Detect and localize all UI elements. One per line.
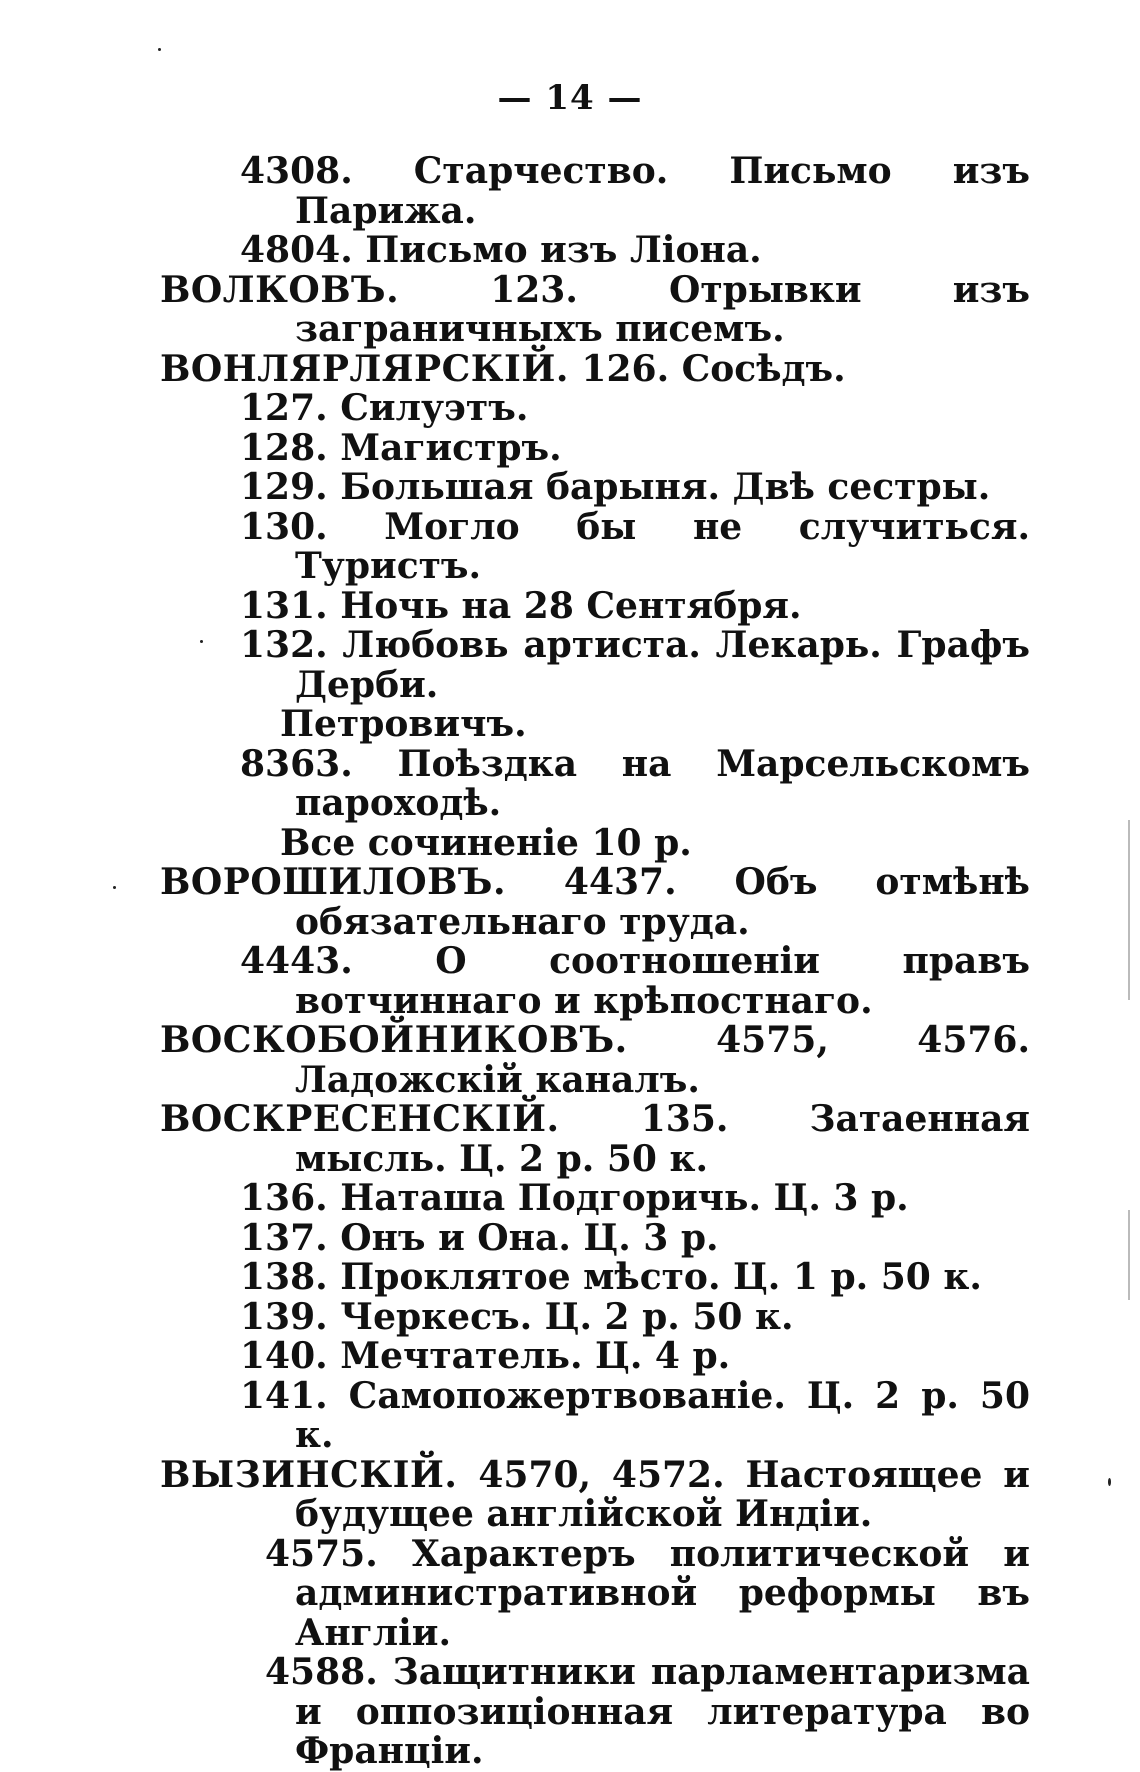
author-name: ВОРОШИЛОВЪ. xyxy=(160,861,506,903)
list-item: 128. Магистръ. xyxy=(240,426,562,469)
author-name: ВОНЛЯРЛЯРСКІЙ. xyxy=(160,347,569,390)
list-item: 8363. Поѣздка на Марсельскомъ пароходѣ. xyxy=(240,742,1030,824)
list-item: 4575. Характеръ политической и административной реформы въ Англіи. xyxy=(265,1532,1030,1654)
list-item-continuation: Петровичъ. xyxy=(280,703,527,745)
author-entry: ВЫЗИНСКІЙ. 4570, 4572. Настоящее и будущее англійской Индіи. xyxy=(160,1453,1030,1535)
author-entry: ВОСКОБОЙНИКОВЪ. 4575, 4576. Ладожскій каналъ. xyxy=(160,1019,1030,1101)
list-item: 136. Наташа Подгоричь. Ц. 3 р. xyxy=(240,1177,909,1219)
author-name: ВЫЗИНСКІЙ. xyxy=(160,1453,458,1496)
print-speck xyxy=(158,48,161,51)
author-name: ВОСКОБОЙНИКОВЪ. xyxy=(160,1019,628,1061)
print-speck xyxy=(113,886,116,889)
list-item: 4804. Письмо изъ Ліона. xyxy=(240,229,762,271)
catalog-entries xyxy=(160,152,1030,1772)
list-item: 141. Самопожертвованіе. Ц. 2 р. 50 к. xyxy=(240,1374,1030,1456)
list-item: 130. Могло бы не случиться. Туристъ. xyxy=(240,505,1030,587)
page-edge-mark xyxy=(1128,820,1130,1000)
list-item: 140. Мечтатель. Ц. 4 р. xyxy=(240,1335,731,1377)
author-entry: ВОНЛЯРЛЯРСКІЙ. 126. Сосѣдъ. xyxy=(160,347,846,390)
page-number: — 14 — xyxy=(497,78,643,118)
print-speck xyxy=(200,640,203,643)
list-item: 127. Силуэтъ. xyxy=(240,387,529,429)
list-item: 131. Ночь на 28 Сентября. xyxy=(240,584,802,627)
list-item: 132. Любовь артиста. Лекарь. Графъ Дерби. xyxy=(240,624,1030,706)
author-entry: ВОСКРЕСЕНСКІЙ. 135. Затаенная мысль. Ц. 2 р. 50 к. xyxy=(160,1098,1030,1180)
list-item: 139. Черкесъ. Ц. 2 р. 50 к. xyxy=(240,1295,794,1338)
list-item: 129. Большая барыня. Двѣ сестры. xyxy=(240,466,991,508)
author-entry: ВОРОШИЛОВЪ. 4437. Объ отмѣнѣ обязательнаго труда. xyxy=(160,861,1030,943)
list-item: 138. Проклятое мѣсто. Ц. 1 р. 50 к. xyxy=(240,1256,982,1298)
list-item: 137. Онъ и Она. Ц. 3 р. xyxy=(240,1216,719,1259)
list-item-continuation: Все сочиненіе 10 р. xyxy=(280,821,692,864)
author-name: ВОЛКОВЪ. xyxy=(160,268,400,311)
author-entry: ВОЛКОВЪ. 123. Отрывки изъ заграничныхъ писемъ. xyxy=(160,268,1030,350)
page-edge-mark xyxy=(1128,1210,1130,1300)
list-item: 4443. О соотношеніи правъ вотчиннаго и крѣпостнаго. xyxy=(240,940,1030,1022)
list-item: 4588. Защитники парламентаризма и оппозиціонная литература во Франціи. xyxy=(265,1651,1030,1772)
list-item: 4308. Старчество. Письмо изъ Парижа. xyxy=(240,150,1030,232)
print-speck xyxy=(1108,1478,1111,1486)
author-name: ВОСКРЕСЕНСКІЙ. xyxy=(160,1098,560,1140)
